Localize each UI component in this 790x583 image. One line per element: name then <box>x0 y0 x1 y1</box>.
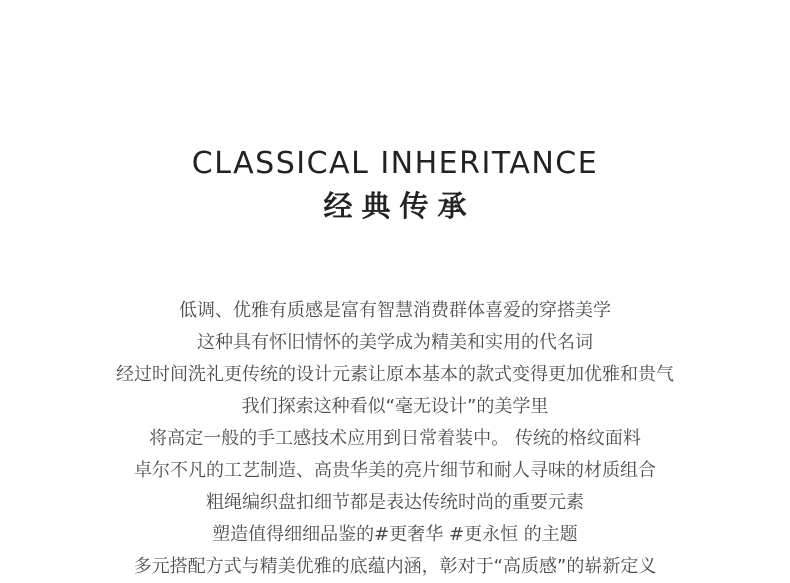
description-line: 多元搭配方式与精美优雅的底蕴内涵，彰对于“高质感”的崭新定义 <box>133 556 657 577</box>
description-line: 将高定一般的手工感技术应用到日常着装中。 传统的格纹面料 <box>149 428 641 449</box>
section-title-english: CLASSICAL INHERITANCE <box>191 146 599 181</box>
description-line: 卓尔不凡的工艺制造、高贵华美的亮片细节和耐人寻味的材质组合 <box>134 460 656 481</box>
description-line: 塑造值得细细品鉴的#更奢华 #更永恒 的主题 <box>212 524 578 545</box>
description-paragraph <box>0 295 790 583</box>
description-line: 粗绳编织盘扣细节都是表达传统时尚的重要元素 <box>206 492 584 513</box>
section-title-chinese: 经典传承 <box>323 189 476 223</box>
description-line: 经过时间洗礼更传统的设计元素让原本基本的款式变得更加优雅和贵气 <box>116 364 674 385</box>
description-line: 这种具有怀旧情怀的美学成为精美和实用的代名词 <box>197 332 593 353</box>
description-line: 低调、优雅有质感是富有智慧消费群体喜爱的穿搭美学 <box>179 300 611 321</box>
description-line: 我们探索这种看似“毫无设计”的美学里 <box>241 396 549 417</box>
